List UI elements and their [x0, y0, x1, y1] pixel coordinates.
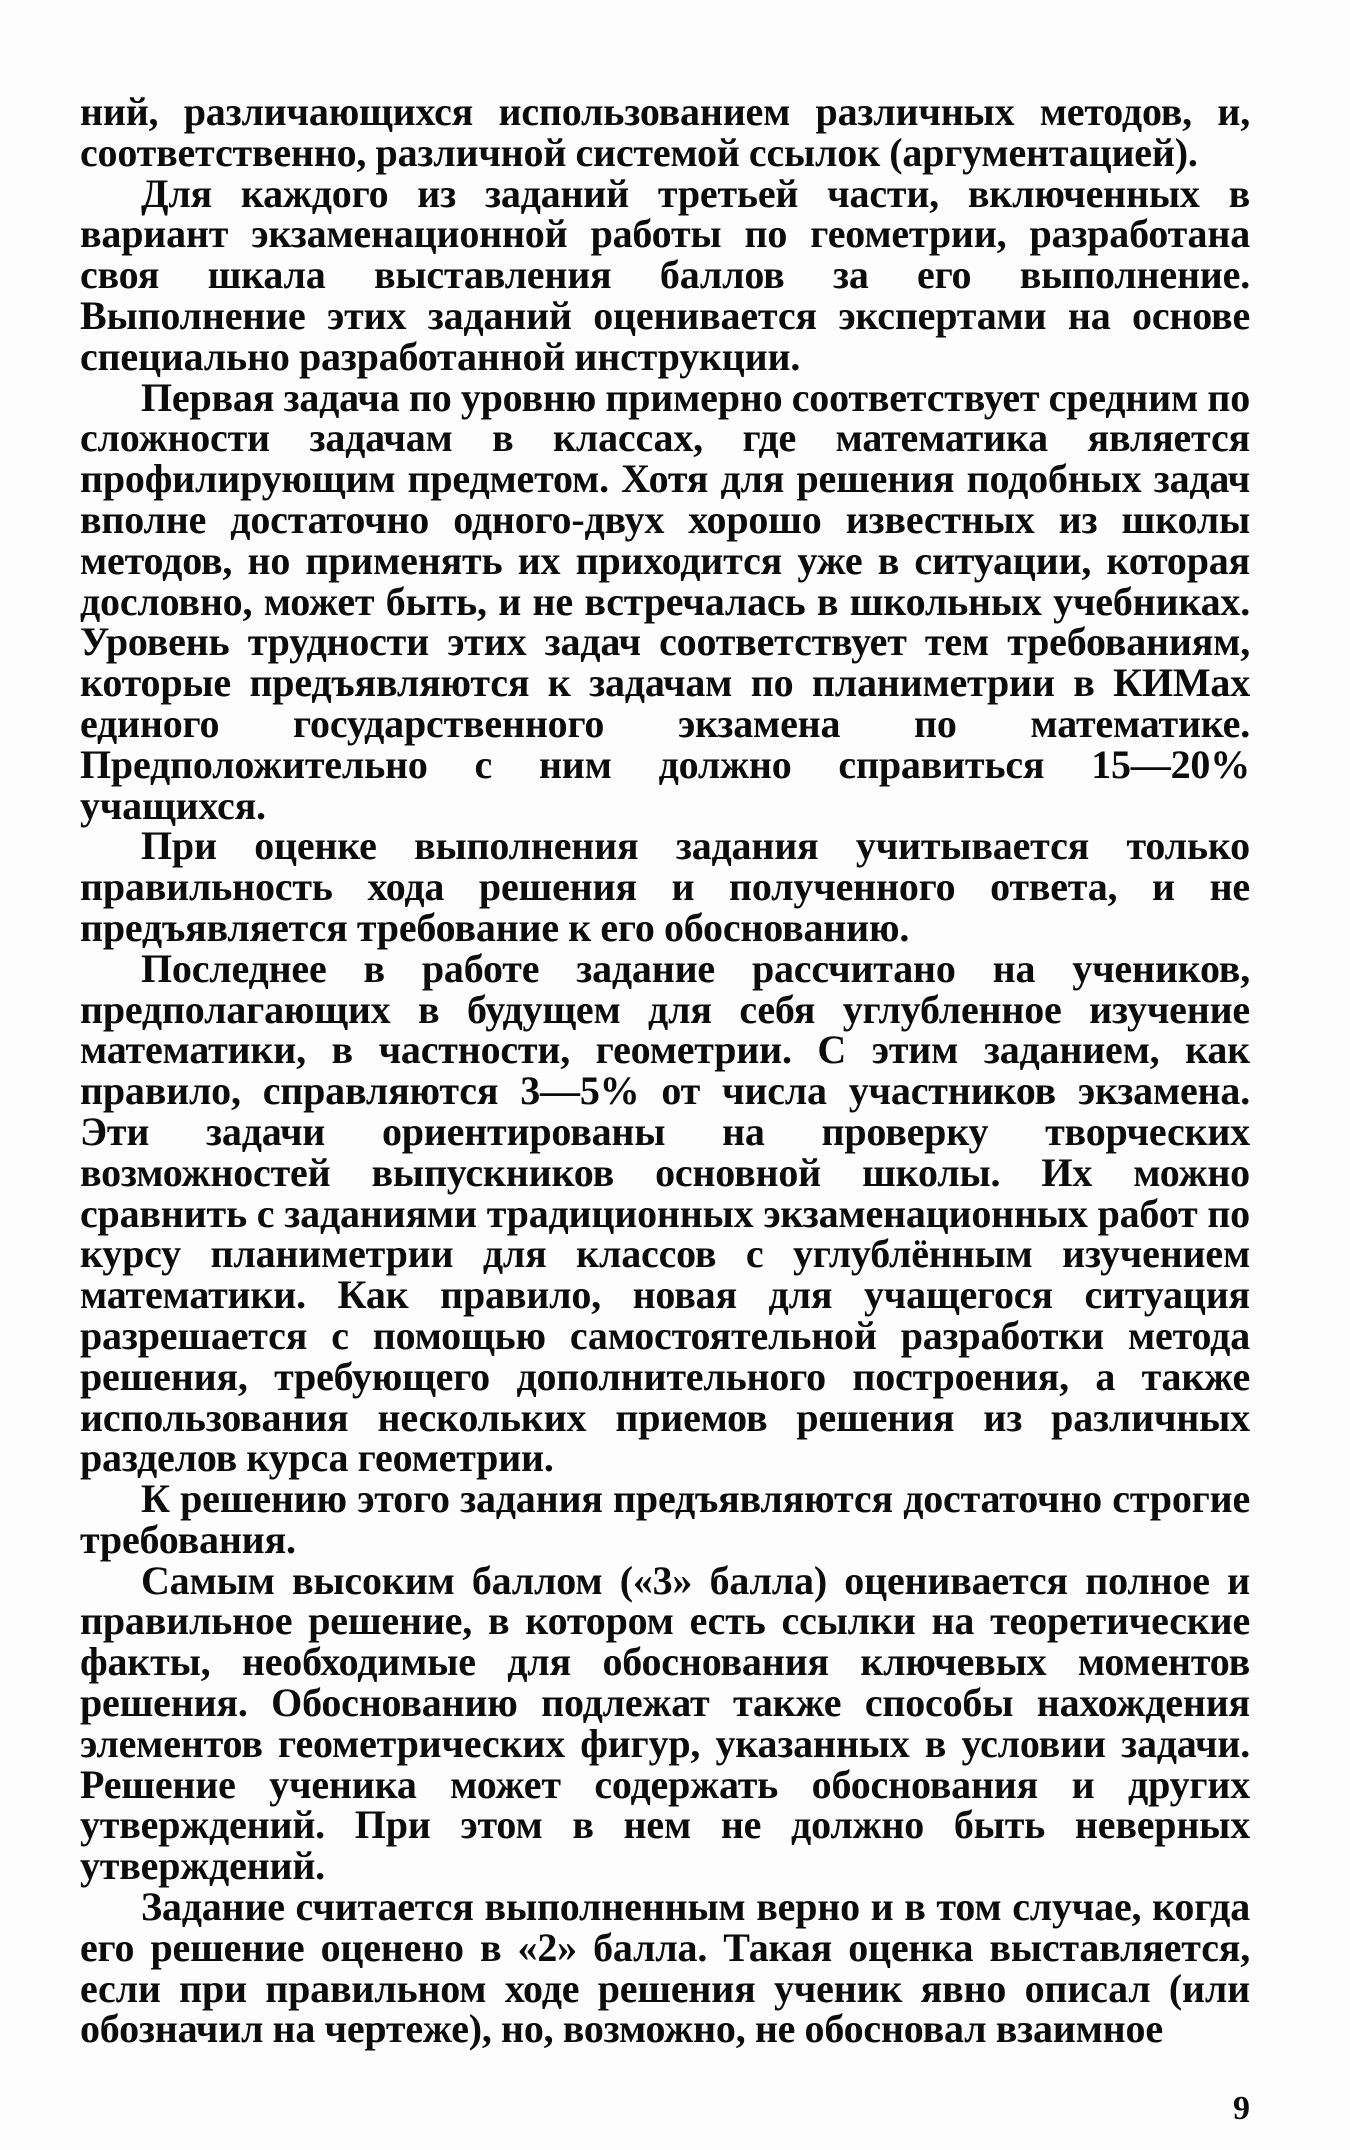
paragraph-requirements: К решению этого задания предъявляются достаточно строгие требования.	[80, 1476, 1250, 1562]
body-text	[80, 89, 1250, 2052]
paragraph-highest-score: Самым высоким баллом («3» балла) оценивается полное и правильное решение, в котором есть ссылки на теоретические факты, необходимые для обоснования ключевых моментов решения. Обоснованию подлежат также способы нахождения элементов геометрических фигур, указанных в условии задачи. Решение ученика может содержать обоснования и других утверждений. При этом в нем не должно быть неверных утверждений.	[80, 1557, 1250, 1889]
paragraph-last-task: Последнее в работе задание рассчитано на учеников, предполагающих в будущем для себя углубленное изучение математики, в частности, геометрии. С этим заданием, как правило, справляются 3—5% от числа участников экзамена. Эти задачи ориентированы на проверку творческих возможностей выпускников основной школы. Их можно сравнить с заданиями традиционных экзаменационных работ по курсу планиметрии для классов с углублённым изучением математики. Как правило, новая для учащегося ситуация разрешается с помощью самостоятельной разработки метода решения, требующего дополнительного построения, а также использования нескольких приемов решения из различных разделов курса геометрии.	[80, 945, 1250, 1481]
paragraph-evaluation: При оценке выполнения задания учитывается только правильность хода решения и полученного ответа, и не предъявляется требование к его обоснованию.	[80, 823, 1250, 950]
page-number: 9	[1233, 2090, 1250, 2127]
paragraph-continuation: ний, различающихся использованием различных методов, и, соответственно, различной системой ссылок (аргументацией).	[80, 89, 1250, 175]
paragraph-task-scale: Для каждого из заданий третьей части, включенных в вариант экзаменационной работы по геометрии, разработана своя шкала выставления баллов за его выполнение. Выполнение этих заданий оценивается экспертами на основе специально разработанной инструкции.	[80, 170, 1250, 379]
paragraph-first-task: Первая задача по уровню примерно соответствует средним по сложности задачам в классах, где математика является профилирующим предметом. Хотя для решения подобных задач вполне достаточно одного-двух хорошо известных из школы методов, но применять их приходится уже в ситуации, которая дословно, может быть, и не встречалась в школьных учебниках. Уровень трудности этих задач соответствует тем требованиям, которые предъявляются к задачам по планиметрии в КИМах единого государственного экзамена по математике. Предположительно с ним должно справиться 15—20% учащихся.	[80, 374, 1250, 828]
paragraph-two-points: Задание считается выполненным верно и в том случае, когда его решение оценено в «2» балла. Такая оценка выставляется, если при правильном ходе решения ученик явно описал (или обозначил на чертеже), но, возможно, не обосновал взаимное	[80, 1884, 1250, 2052]
